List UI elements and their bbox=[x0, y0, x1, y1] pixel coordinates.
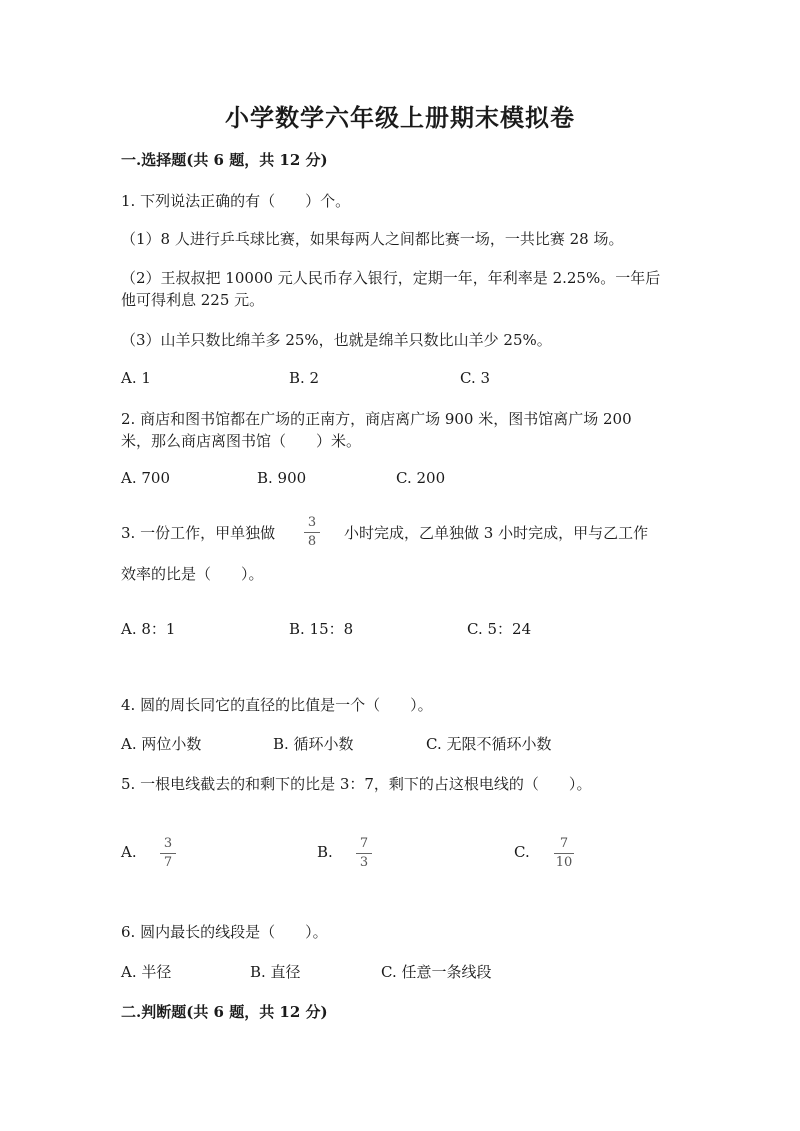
q4-option-c: C. 无限不循环小数 bbox=[426, 735, 552, 753]
q1-option-c: C. 3 bbox=[460, 369, 491, 387]
q2-option-a: A. 700 bbox=[121, 469, 170, 487]
q5-option-a-fraction bbox=[160, 836, 176, 871]
q2-option-b: B. 900 bbox=[257, 469, 307, 487]
q3-fraction-denominator: 8 bbox=[307, 534, 317, 549]
section-1-heading: 一.选择题(共 6 题，共 12 分) bbox=[121, 151, 328, 169]
fraction-bar bbox=[356, 853, 372, 854]
q5-option-b-fraction bbox=[356, 836, 372, 871]
q6-option-a: A. 半径 bbox=[121, 963, 172, 981]
q5-option-c-denominator: 10 bbox=[555, 855, 573, 870]
q5-option-c-fraction bbox=[554, 836, 574, 871]
q5-option-c-numerator: 7 bbox=[559, 836, 569, 851]
q5-option-a-denominator: 7 bbox=[163, 855, 173, 870]
q3-fraction-numerator: 3 bbox=[307, 515, 317, 530]
q5-stem: 5. 一根电线截去的和剩下的比是 3：7，剩下的占这根电线的（ ）。 bbox=[121, 775, 592, 793]
q3-stem-pre: 3. 一份工作，甲单独做 bbox=[121, 524, 276, 542]
q5-option-c-label: C. bbox=[514, 843, 530, 861]
q5-option-a-label: A. bbox=[121, 843, 137, 861]
q3-fraction bbox=[304, 515, 320, 550]
q6-option-c: C. 任意一条线段 bbox=[381, 963, 492, 981]
q3-option-c: C. 5：24 bbox=[467, 620, 532, 638]
q3-option-b: B. 15：8 bbox=[289, 620, 354, 638]
q4-option-b: B. 循环小数 bbox=[273, 735, 354, 753]
q6-stem: 6. 圆内最长的线段是（ ）。 bbox=[121, 923, 328, 941]
q1-statement-3: （3）山羊只数比绵羊多 25%，也就是绵羊只数比山羊少 25%。 bbox=[121, 331, 552, 349]
q1-statement-1: （1）8 人进行乒乓球比赛，如果每两人之间都比赛一场，一共比赛 28 场。 bbox=[121, 230, 624, 248]
q5-option-b-denominator: 3 bbox=[359, 855, 369, 870]
q5-option-a-numerator: 3 bbox=[163, 836, 173, 851]
fraction-bar bbox=[304, 532, 320, 533]
q1-option-b: B. 2 bbox=[289, 369, 320, 387]
page-title: 小学数学六年级上册期末模拟卷 bbox=[225, 103, 575, 132]
q1-statement-2-line1: （2）王叔叔把 10000 元人民币存入银行，定期一年，年利率是 2.25%。一年后 bbox=[121, 269, 661, 287]
q1-stem: 1. 下列说法正确的有（ ）个。 bbox=[121, 192, 351, 210]
fraction-bar bbox=[160, 853, 176, 854]
q1-statement-2-line2: 他可得利息 225 元。 bbox=[121, 291, 265, 309]
q6-option-b: B. 直径 bbox=[250, 963, 301, 981]
q2-stem-line2: 米，那么商店离图书馆（ ）米。 bbox=[121, 432, 362, 450]
q2-stem-line1: 2. 商店和图书馆都在广场的正南方，商店离广场 900 米，图书馆离广场 200 bbox=[121, 410, 632, 428]
q3-stem-line2: 效率的比是（ ）。 bbox=[121, 565, 264, 583]
fraction-bar bbox=[554, 853, 574, 854]
q2-option-c: C. 200 bbox=[396, 469, 446, 487]
q1-option-a: A. 1 bbox=[121, 369, 151, 387]
q4-option-a: A. 两位小数 bbox=[121, 735, 202, 753]
q5-option-b-numerator: 7 bbox=[359, 836, 369, 851]
q4-stem: 4. 圆的周长同它的直径的比值是一个（ ）。 bbox=[121, 696, 433, 714]
q3-stem-post: 小时完成，乙单独做 3 小时完成，甲与乙工作 bbox=[344, 524, 649, 542]
q5-option-b-label: B. bbox=[317, 843, 333, 861]
q3-option-a: A. 8：1 bbox=[121, 620, 176, 638]
section-2-heading: 二.判断题(共 6 题，共 12 分) bbox=[121, 1003, 328, 1021]
